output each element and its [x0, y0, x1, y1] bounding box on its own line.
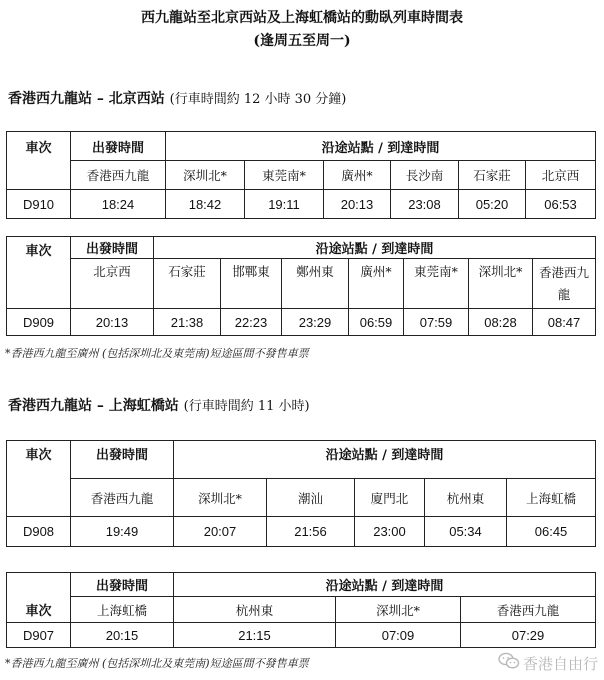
station-cell: 上海虹橋 [507, 479, 596, 517]
header-train-no: 車次 [7, 441, 71, 517]
route-name: 香港西九龍站 – 北京西站 [8, 91, 165, 107]
station-cell: 東莞南* [404, 259, 469, 309]
route-name: 香港西九龍站 – 上海虹橋站 [8, 398, 179, 414]
station-cell: 深圳北* [336, 597, 461, 623]
time-cell: 07:59 [404, 309, 469, 336]
timetable-d907 [6, 572, 596, 648]
timetable-d910 [6, 131, 596, 219]
route-heading-shanghai [8, 395, 310, 415]
time-cell: 05:34 [425, 517, 507, 547]
footnote: *香港西九龍至廣州 (包括深圳北及東莞南)短途區間不發售車票 [5, 657, 309, 670]
time-cell: 08:28 [469, 309, 533, 336]
page-title: 西九龍站至北京西站及上海虹橋站的動臥列車時間表 [141, 10, 463, 26]
page-subtitle: (逢周五至周一) [253, 33, 351, 49]
station-cell: 杭州東 [425, 479, 507, 517]
header-departure-time: 出發時間 [71, 573, 174, 597]
station-cell: 香港西九龍 [71, 161, 166, 190]
train-number: D907 [7, 623, 71, 648]
table-row [7, 190, 596, 219]
watermark-text: 香港自由行 [522, 654, 598, 673]
station-cell: 深圳北* [469, 259, 533, 309]
header-train-no: 車次 [7, 597, 71, 623]
time-cell: 19:49 [71, 517, 174, 547]
station-cell: 香港西九龍 [533, 259, 596, 309]
station-cell: 香港西九龍 [71, 479, 174, 517]
train-number: D910 [7, 190, 71, 219]
time-cell: 06:53 [526, 190, 596, 219]
station-cell: 廈門北 [355, 479, 425, 517]
time-cell: 20:07 [174, 517, 267, 547]
header-departure-time: 出發時間 [71, 237, 154, 259]
time-cell: 07:29 [461, 623, 596, 648]
blank-cell [7, 573, 71, 597]
station-cell: 石家莊 [154, 259, 221, 309]
station-cell: 東莞南* [245, 161, 324, 190]
time-cell: 18:24 [71, 190, 166, 219]
station-cell: 杭州東 [174, 597, 336, 623]
time-cell: 07:09 [336, 623, 461, 648]
time-cell: 08:47 [533, 309, 596, 336]
time-cell: 22:23 [221, 309, 282, 336]
station-cell: 長沙南 [391, 161, 459, 190]
time-cell: 21:15 [174, 623, 336, 648]
header-departure-time: 出發時間 [71, 441, 174, 479]
watermark [498, 652, 598, 674]
route-duration: (行車時間約 12 小時 30 分鐘) [169, 92, 347, 107]
table-row [7, 517, 596, 547]
station-cell: 北京西 [71, 259, 154, 309]
station-cell: 鄭州東 [282, 259, 349, 309]
header-stops-arrival: 沿途站點 / 到達時間 [174, 441, 596, 479]
header-train-no: 車次 [7, 237, 71, 309]
timetable-d909 [6, 236, 596, 336]
wechat-icon [498, 652, 520, 674]
time-cell: 19:11 [245, 190, 324, 219]
time-cell: 06:45 [507, 517, 596, 547]
time-cell: 23:08 [391, 190, 459, 219]
timetable-d908 [6, 440, 596, 547]
time-cell: 23:29 [282, 309, 349, 336]
table-row [7, 309, 596, 336]
header-stops-arrival: 沿途站點 / 到達時間 [166, 132, 596, 161]
station-cell: 北京西 [526, 161, 596, 190]
header-train-no: 車次 [7, 132, 71, 190]
time-cell: 23:00 [355, 517, 425, 547]
time-cell: 20:13 [71, 309, 154, 336]
station-cell: 石家莊 [459, 161, 526, 190]
station-cell: 廣州* [324, 161, 391, 190]
route-heading-beijing [8, 88, 346, 108]
station-cell: 香港西九龍 [461, 597, 596, 623]
time-cell: 18:42 [166, 190, 245, 219]
footnote: *香港西九龍至廣州 (包括深圳北及東莞南)短途區間不發售車票 [5, 347, 309, 360]
header-stops-arrival: 沿途站點 / 到達時間 [174, 573, 596, 597]
station-cell: 深圳北* [174, 479, 267, 517]
station-cell: 潮汕 [267, 479, 355, 517]
table-row [7, 623, 596, 648]
time-cell: 20:15 [71, 623, 174, 648]
route-duration: (行車時間約 11 小時) [183, 399, 310, 414]
time-cell: 06:59 [349, 309, 404, 336]
station-cell: 上海虹橋 [71, 597, 174, 623]
time-cell: 05:20 [459, 190, 526, 219]
time-cell: 20:13 [324, 190, 391, 219]
time-cell: 21:56 [267, 517, 355, 547]
station-cell: 深圳北* [166, 161, 245, 190]
train-number: D908 [7, 517, 71, 547]
station-cell: 廣州* [349, 259, 404, 309]
header-stops-arrival: 沿途站點 / 到達時間 [154, 237, 596, 259]
train-number: D909 [7, 309, 71, 336]
station-cell: 邯鄲東 [221, 259, 282, 309]
header-departure-time: 出發時間 [71, 132, 166, 161]
time-cell: 21:38 [154, 309, 221, 336]
